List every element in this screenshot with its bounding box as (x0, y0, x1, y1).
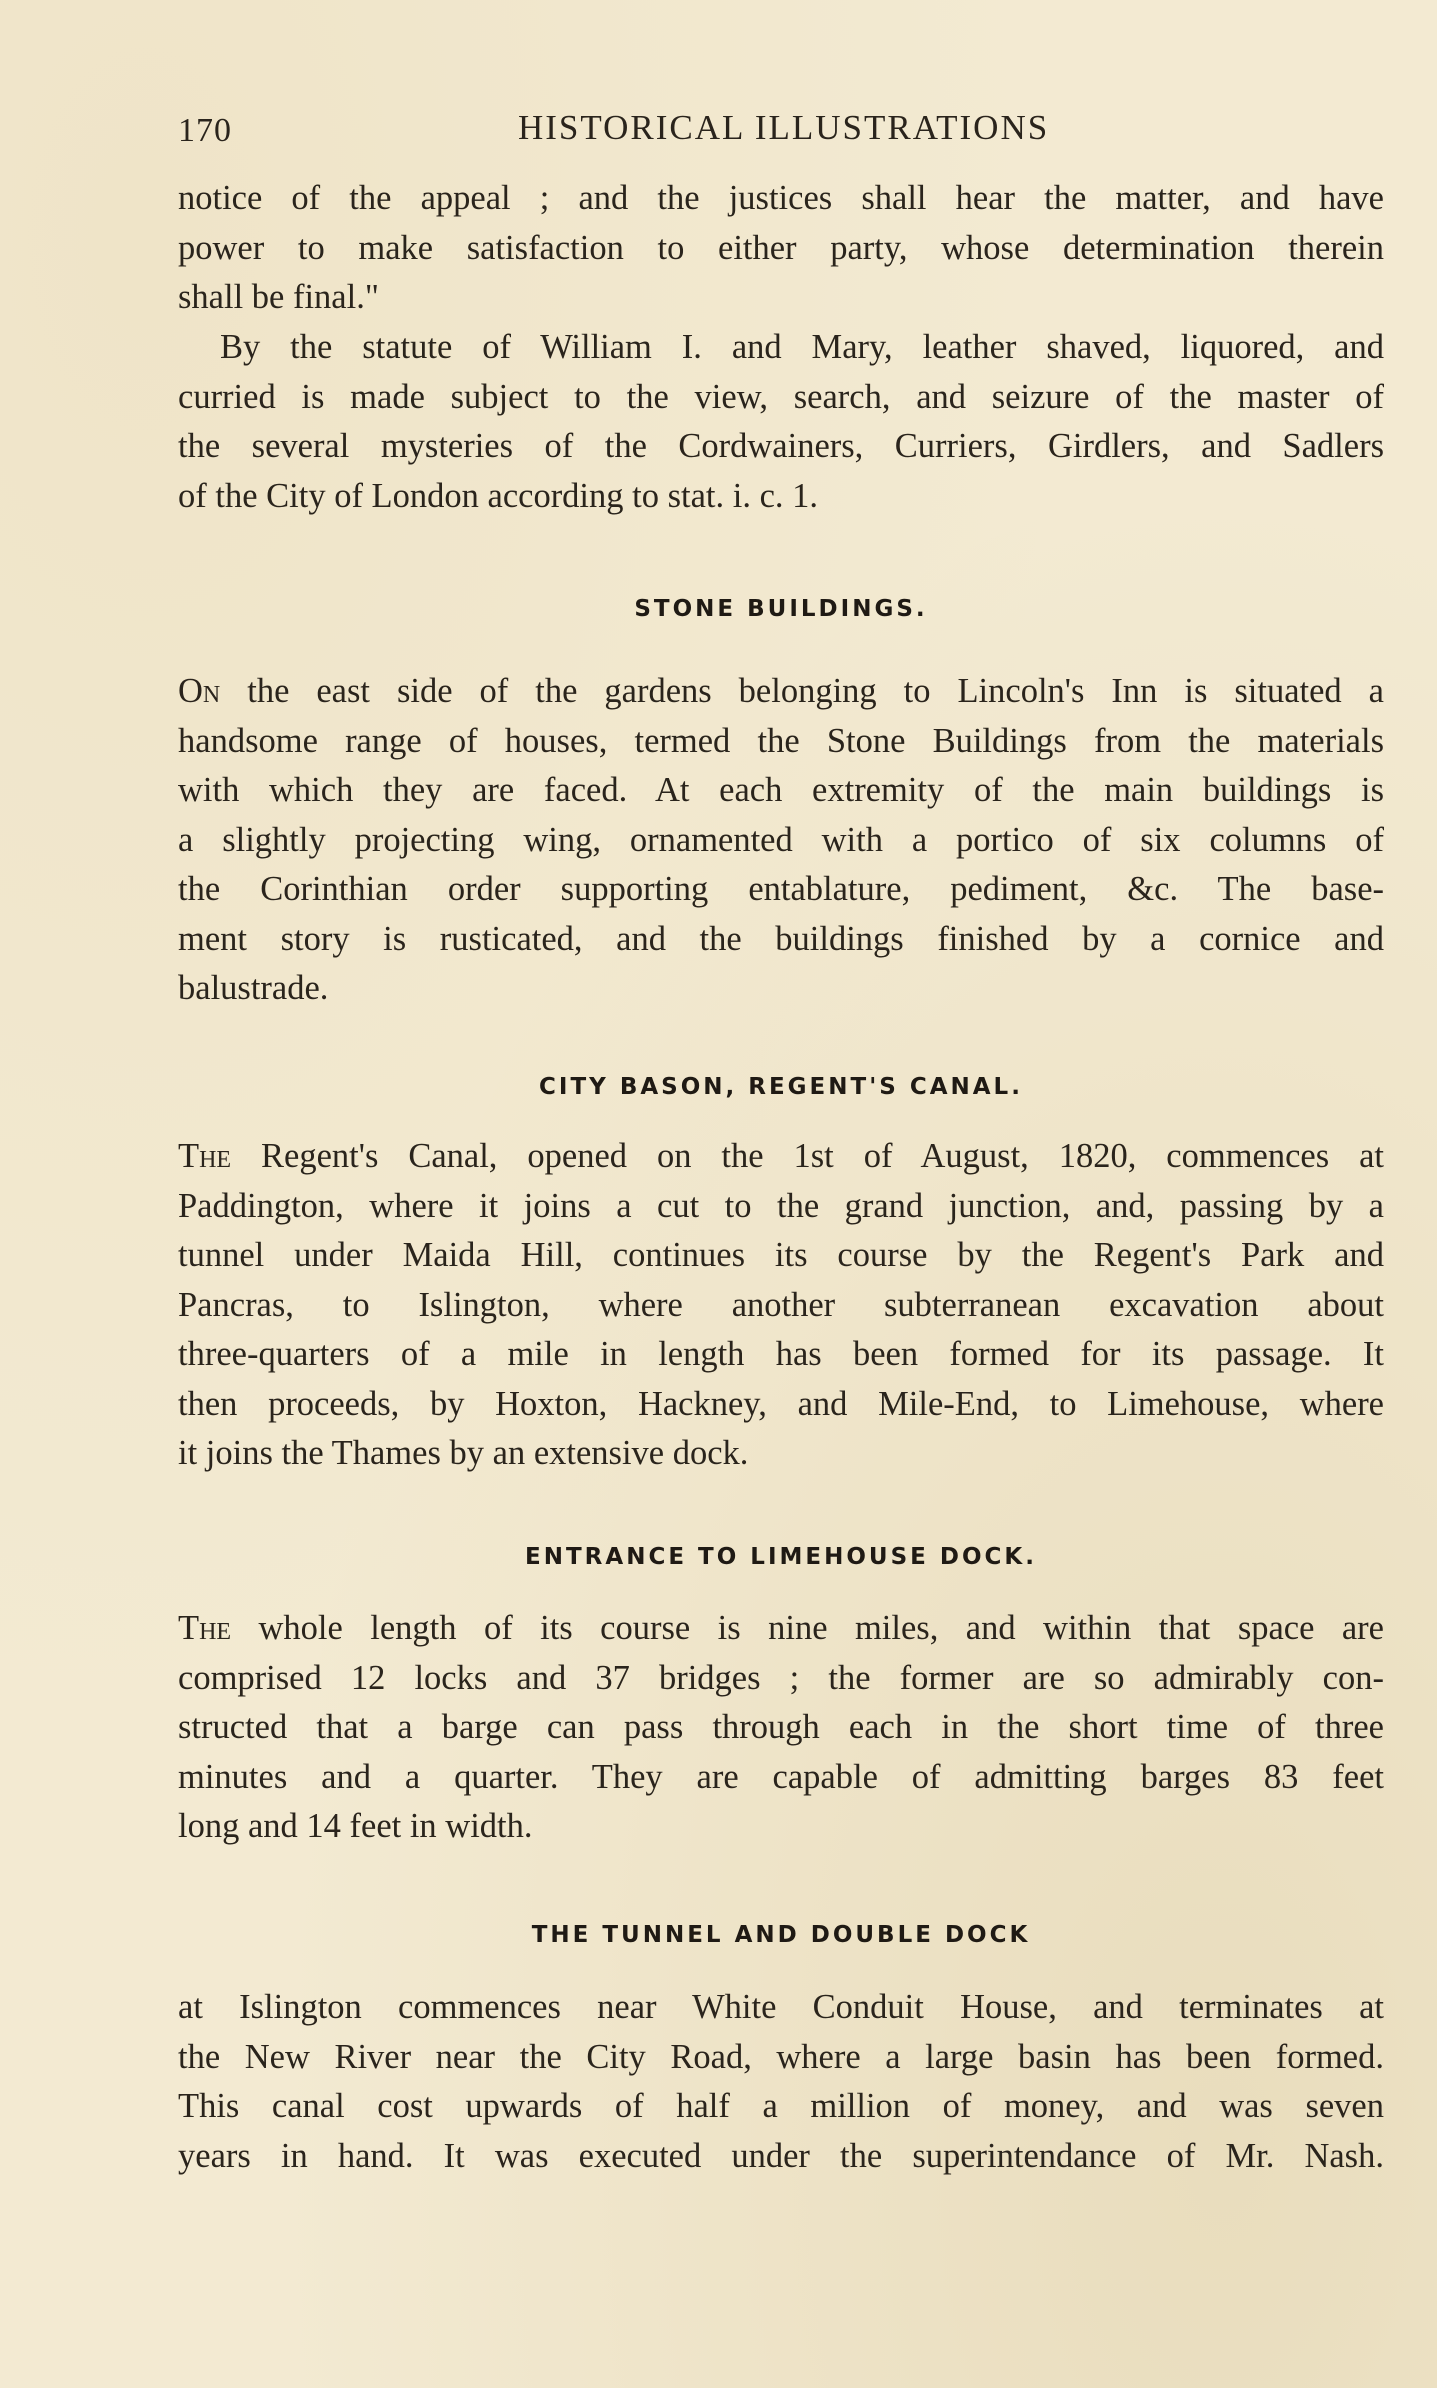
section-heading-tunnel-double-dock: THE TUNNEL AND DOUBLE DOCK (531, 1922, 1031, 1948)
text-line: notice of the appeal ; and the justices shall hear the matter, and have (178, 179, 1384, 217)
text-line: of the City of London according to stat. i. c. 1. (178, 476, 819, 515)
section-heading-limehouse-dock: ENTRANCE TO LIMEHOUSE DOCK. (525, 1544, 1037, 1570)
text-line: comprised 12 locks and 37 bridges ; the former are so admirably con- (178, 1658, 1384, 1697)
text-line: long and 14 feet in width. (178, 1807, 533, 1845)
text-line (178, 1132, 1384, 1182)
text-line: structed that a barge can pass through each in the short time of three (178, 1708, 1384, 1746)
paragraph-appeal-quote (178, 174, 1384, 323)
text-line (178, 667, 1384, 717)
paragraph-tunnel-double-dock (178, 1983, 1384, 2181)
text-line-rest: the east side of the gardens belonging to Lincoln's Inn is situated a (220, 672, 1384, 710)
text-line: minutes and a quarter. They are capable of admitting barges 83 feet (178, 1757, 1384, 1796)
running-title: HISTORICAL ILLUSTRATIONS (518, 108, 1050, 147)
text-line: with which they are faced. At each extremity of the main buildings is (178, 771, 1384, 809)
text-line: the Corinthian order supporting entablature, pediment, &c. The base- (178, 870, 1384, 908)
text-line: curried is made subject to the view, search, and seizure of the master of (178, 377, 1384, 416)
text-line: years in hand. It was executed under the superintendance of Mr. Nash. (178, 2136, 1384, 2175)
running-head (178, 108, 1258, 156)
page-number: 170 (178, 112, 232, 149)
text-line: a slightly projecting wing, ornamented with a portico of six columns of (178, 820, 1384, 859)
text-line: tunnel under Maida Hill, continues its course by the Regent's Park and (178, 1236, 1384, 1274)
lead-word: The (178, 1609, 232, 1647)
text-line: then proceeds, by Hoxton, Hackney, and Mile-End, to Limehouse, where (178, 1384, 1384, 1423)
text-line: Pancras, to Islington, where another subterranean excavation about (178, 1285, 1384, 1324)
text-line-rest: Regent's Canal, opened on the 1st of August, 1820, commences at (231, 1137, 1384, 1175)
paragraph-regents-canal (178, 1132, 1384, 1479)
text-line: By the statute of William I. and Mary, leather shaved, liquored, and (220, 328, 1384, 366)
text-line-rest: whole length of its course is nine miles, and within that space are (231, 1609, 1384, 1647)
text-line: ment story is rusticated, and the buildings finished by a cornice and (178, 919, 1384, 958)
text-line: Paddington, where it joins a cut to the grand junction, and, passing by a (178, 1186, 1384, 1225)
paragraph-limehouse-dock (178, 1604, 1384, 1852)
text-line: balustrade. (178, 969, 329, 1007)
text-line: it joins the Thames by an extensive dock. (178, 1434, 749, 1472)
text-line: power to make satisfaction to either party, whose determination therein (178, 228, 1384, 267)
section-heading-stone-buildings: STONE BUILDINGS. (634, 596, 928, 622)
text-line (178, 1604, 1384, 1654)
text-line: handsome range of houses, termed the Stone Buildings from the materials (178, 721, 1384, 760)
text-line: This canal cost upwards of half a million of money, and was seven (178, 2087, 1384, 2125)
text-line: at Islington commences near White Conduit House, and terminates at (178, 1988, 1384, 2026)
lead-word: On (178, 672, 221, 710)
lead-word: The (178, 1137, 232, 1175)
text-line: three-quarters of a mile in length has been formed for its passage. It (178, 1335, 1384, 1373)
paragraph-stone-buildings (178, 667, 1384, 1014)
text-line: the New River near the City Road, where a large basin has been formed. (178, 2037, 1384, 2076)
text-line: shall be final." (178, 278, 379, 316)
text-line: the several mysteries of the Cordwainers, Curriers, Girdlers, and Sadlers (178, 427, 1384, 465)
paragraph-statute (178, 323, 1384, 521)
section-heading-city-bason: CITY BASON, REGENT'S CANAL. (539, 1074, 1023, 1100)
